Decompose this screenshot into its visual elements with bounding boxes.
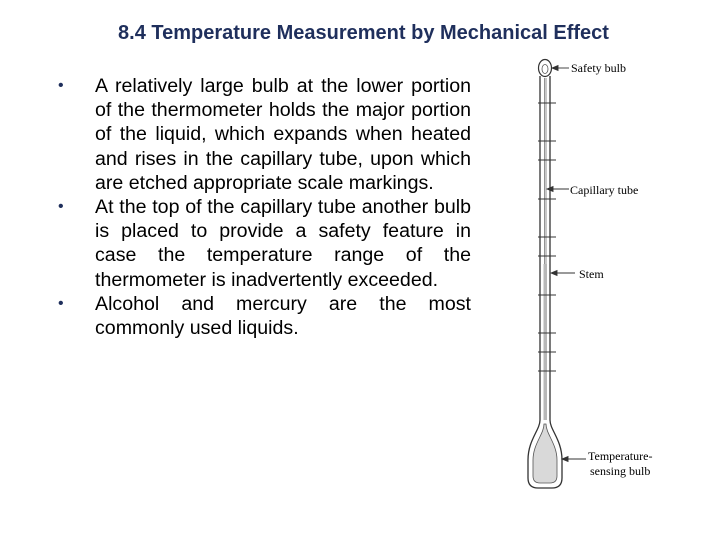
bullet-item [58, 292, 471, 340]
stem-label: Stem [579, 267, 604, 281]
bullet-item [58, 195, 471, 292]
bullet-icon: • [58, 77, 64, 94]
temperature-sensing-bulb [528, 420, 562, 488]
sensing-bulb-label-line2: sensing bulb [590, 464, 651, 478]
capillary-tube-label: Capillary tube [570, 183, 639, 197]
bullet-item [58, 74, 471, 195]
liquid-column [544, 264, 548, 424]
bullet-text: Alcohol and mercury are the most commonly used liquids. [95, 292, 471, 340]
bullet-text: A relatively large bulb at the lower portion of the thermometer holds the major portion of the liquid, which expands when heated and rises in the capillary tube, upon which are etched appropriate scale markings. [95, 75, 471, 194]
bullet-icon: • [58, 294, 64, 312]
bullet-list [58, 74, 471, 340]
bullet-text: At the top of the capillary tube another bulb is placed to provide a safety feature in case the temperature range of the thermometer is inadvertently exceeded. [95, 196, 471, 291]
safety-bulb [539, 60, 552, 77]
slide-title: 8.4 Temperature Measurement by Mechanical Effect [118, 22, 609, 44]
bullet-icon: • [58, 198, 64, 216]
sensing-bulb-label-line1: Temperature- [588, 449, 653, 463]
thermometer-diagram [505, 52, 685, 492]
safety-bulb-label: Safety bulb [571, 61, 626, 75]
leader-arrows [547, 66, 586, 462]
